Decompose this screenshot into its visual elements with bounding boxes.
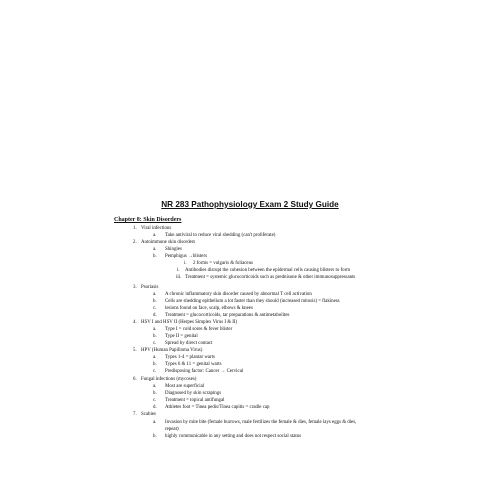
sub-list-marker: a. xyxy=(153,327,157,332)
sub-list-marker: a. xyxy=(153,247,157,252)
sub-list-marker: a. xyxy=(153,292,157,297)
sub-list-marker: b. xyxy=(153,254,157,259)
list-item: Fungal infections (mycoses) xyxy=(141,377,197,382)
list-marker: 4. xyxy=(133,320,137,325)
sub-list-item: Athletes foot = Tinea pedis/Tinea capitis = cradle cap xyxy=(165,405,270,410)
sub-sub-list-item: Antibodies disrupt the cohesion between the epidermal cells causing blisters to form xyxy=(185,268,351,273)
sub-list-item: Types 1-4 = plantar warts xyxy=(165,355,215,360)
sub-list-item: Type II = genital xyxy=(165,334,198,339)
document-title: NR 283 Pathophysiology Exam 2 Study Guide xyxy=(161,200,339,209)
sub-list-item: Types 6 & 11 = genital warts xyxy=(165,362,222,367)
sub-list-item: Shingles xyxy=(165,247,182,252)
sub-list-item-continuation: repeat) xyxy=(165,427,179,432)
list-item: HSV I and HSV II (Herpes Simplex Virus I & II) xyxy=(141,320,238,325)
sub-list-item: Pemphigus →blisters xyxy=(165,254,207,259)
list-marker: 3. xyxy=(133,285,137,290)
sub-list-marker: d. xyxy=(153,405,157,410)
sub-sub-list-marker: iii. xyxy=(176,275,182,280)
sub-list-marker: b. xyxy=(153,334,157,339)
sub-sub-list-item: 2 forms = vulgaris & foliaceus xyxy=(193,261,253,266)
list-item: HPV (Human Papilloma Virus) xyxy=(141,348,203,353)
list-marker: 2. xyxy=(133,240,137,245)
sub-list-marker: a. xyxy=(153,355,157,360)
sub-list-item: Predisposing factor: Cancer → Cervical xyxy=(165,369,244,374)
chapter-heading: Chapter 8: Skin Disorders xyxy=(114,217,182,223)
sub-sub-list-marker: i. xyxy=(177,268,180,273)
sub-list-marker: c. xyxy=(153,369,157,374)
sub-list-item: highly communicable in any setting and does not respect social status xyxy=(165,434,302,439)
sub-list-item: Spread by direct contact xyxy=(165,341,213,346)
sub-list-marker: c. xyxy=(153,341,157,346)
list-marker: 7. xyxy=(133,412,137,417)
sub-list-marker: b. xyxy=(153,299,157,304)
list-marker: 6. xyxy=(133,377,137,382)
sub-list-item: Type I = cold sores & fever blister xyxy=(165,327,233,332)
sub-list-item: Most are superficial xyxy=(165,384,205,389)
sub-list-marker: b. xyxy=(153,434,157,439)
sub-list-marker: c. xyxy=(153,398,157,403)
sub-list-marker: b. xyxy=(153,391,157,396)
sub-list-marker: c. xyxy=(153,306,157,311)
sub-list-marker: a. xyxy=(153,384,157,389)
sub-list-marker: a. xyxy=(153,420,157,425)
list-marker: 1. xyxy=(133,226,137,231)
sub-list-item: Take antiviral to reduce viral shedding (can't proliferate) xyxy=(165,233,276,238)
list-marker: 5. xyxy=(133,348,137,353)
sub-list-marker: b. xyxy=(153,362,157,367)
sub-list-marker: a. xyxy=(153,233,157,238)
sub-list-marker: d. xyxy=(153,313,157,318)
sub-sub-list-item: Treatment = systemic glucocorticoids such as prednisone & other immunosuppressants xyxy=(185,275,356,280)
sub-list-item: Cells are shedding epithelium a lot faster than they should (increased mitosis) = flakiness xyxy=(165,299,340,304)
list-item: Scabies xyxy=(141,412,156,417)
sub-sub-list-marker: i. xyxy=(184,261,187,266)
sub-list-item: lesions found on face, scalp, elbows & knees xyxy=(165,306,253,311)
list-item: Viral infections xyxy=(141,226,172,231)
sub-list-item: Invasion by mite bite (female burrows, male fertilizes the female & dies, female lays eggs & dies, xyxy=(165,420,357,425)
list-item: Psoriasis xyxy=(141,285,159,290)
sub-list-item: Treatment = glucocorticoids, tar preparations & antimetabolites xyxy=(165,313,290,318)
sub-list-item: Treatment = topical antifungal xyxy=(165,398,225,403)
sub-list-item: Diagnosed by skin scrapings xyxy=(165,391,222,396)
list-item: Autoimmune skin disorders xyxy=(141,240,196,245)
sub-list-item: A chronic inflammatory skin disorder caused by abnormal T cell activation xyxy=(165,292,312,297)
